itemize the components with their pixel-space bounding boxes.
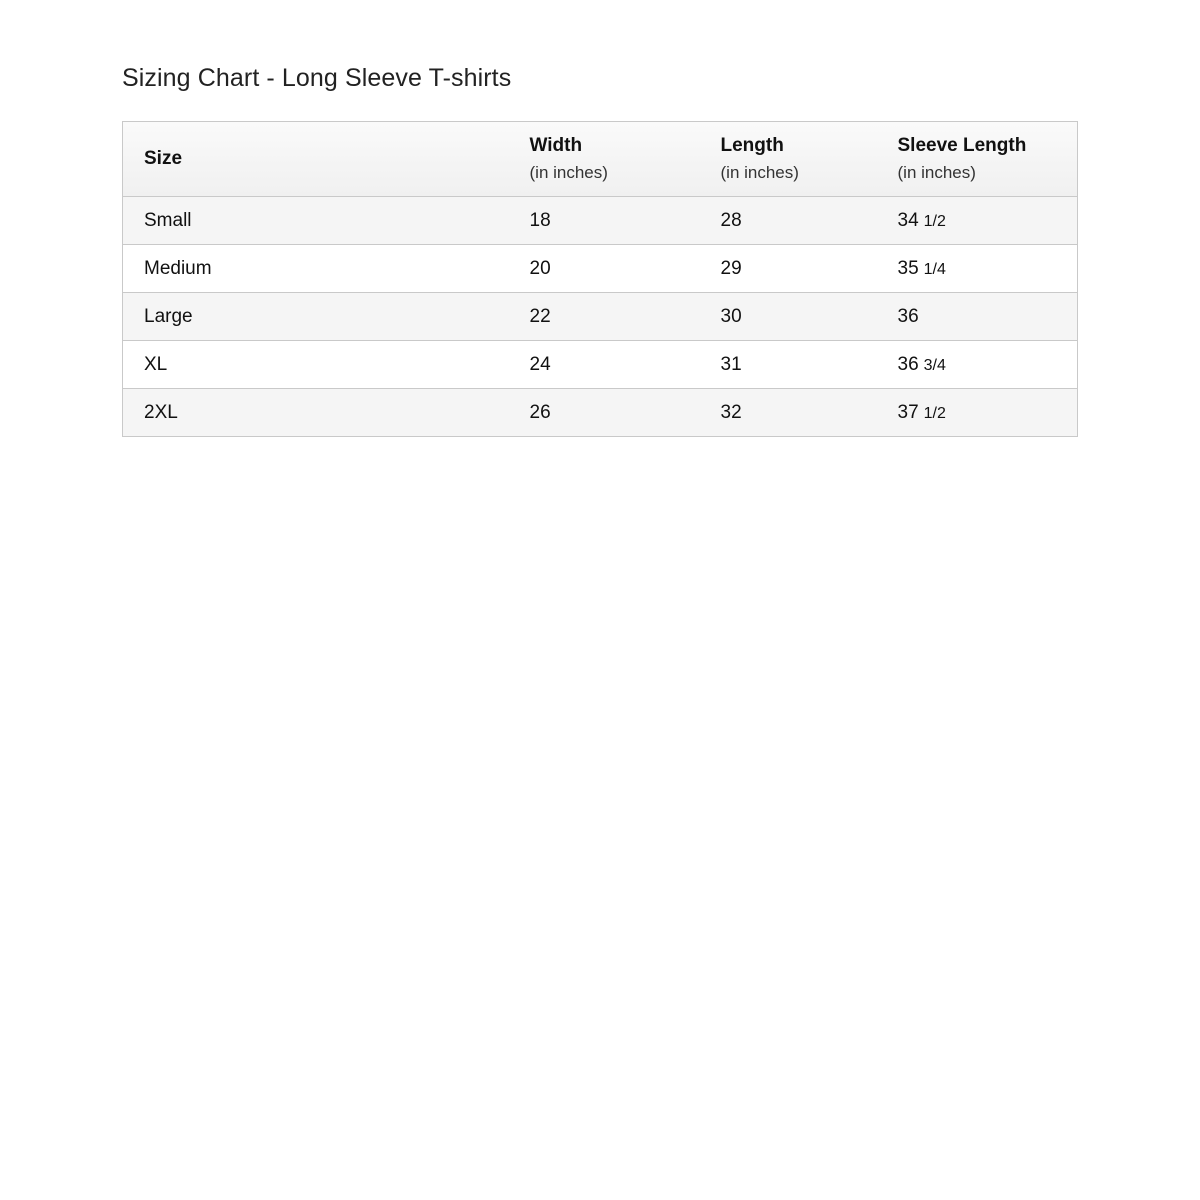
sizing-table bbox=[122, 121, 1078, 437]
cell-sleeve-length bbox=[877, 293, 1078, 341]
cell-sleeve-length bbox=[877, 389, 1078, 437]
cell-size: Large bbox=[144, 305, 193, 327]
page-title: Sizing Chart - Long Sleeve T-shirts bbox=[122, 64, 512, 92]
header-length-label: Length bbox=[720, 135, 784, 156]
cell-width: 24 bbox=[529, 353, 551, 375]
sleeve-whole: 35 bbox=[897, 257, 919, 279]
cell-length: 29 bbox=[720, 257, 742, 279]
cell-size: XL bbox=[144, 353, 168, 375]
cell-width: 18 bbox=[529, 209, 551, 231]
cell-length: 31 bbox=[720, 353, 742, 375]
table-row bbox=[123, 293, 1078, 341]
sleeve-whole: 37 bbox=[897, 401, 919, 423]
table-row bbox=[123, 389, 1078, 437]
sleeve-fraction: 1/4 bbox=[923, 260, 946, 278]
cell-width: 26 bbox=[529, 401, 551, 423]
cell-length: 32 bbox=[720, 401, 742, 423]
sleeve-whole: 34 bbox=[897, 209, 919, 231]
cell-sleeve-length bbox=[877, 197, 1078, 245]
header-sleeve-length bbox=[877, 122, 1078, 197]
cell-size: Medium bbox=[144, 257, 212, 279]
header-length-unit: (in inches) bbox=[720, 163, 799, 182]
sleeve-fraction: 1/2 bbox=[923, 404, 946, 422]
header-sleeve-label: Sleeve Length bbox=[897, 135, 1027, 156]
cell-size: Small bbox=[144, 209, 192, 231]
header-sleeve-unit: (in inches) bbox=[897, 163, 976, 182]
table-header bbox=[123, 122, 1078, 197]
cell-size: 2XL bbox=[144, 401, 178, 423]
header-size bbox=[123, 122, 509, 197]
cell-width: 20 bbox=[529, 257, 551, 279]
sleeve-whole: 36 bbox=[897, 305, 919, 327]
cell-length: 28 bbox=[720, 209, 742, 231]
cell-width: 22 bbox=[529, 305, 551, 327]
cell-sleeve-length bbox=[877, 245, 1078, 293]
header-length bbox=[700, 122, 877, 197]
header-width bbox=[509, 122, 700, 197]
sleeve-whole: 36 bbox=[897, 353, 919, 375]
table-row bbox=[123, 197, 1078, 245]
table-body bbox=[123, 197, 1078, 437]
sleeve-fraction: 1/2 bbox=[923, 212, 946, 230]
cell-length: 30 bbox=[720, 305, 742, 327]
sleeve-fraction: 3/4 bbox=[923, 356, 946, 374]
header-width-label: Width bbox=[529, 135, 583, 156]
table-row bbox=[123, 341, 1078, 389]
header-size-label: Size bbox=[144, 148, 183, 169]
table-row bbox=[123, 245, 1078, 293]
header-row bbox=[123, 122, 1078, 197]
cell-sleeve-length bbox=[877, 341, 1078, 389]
header-width-unit: (in inches) bbox=[529, 163, 608, 182]
